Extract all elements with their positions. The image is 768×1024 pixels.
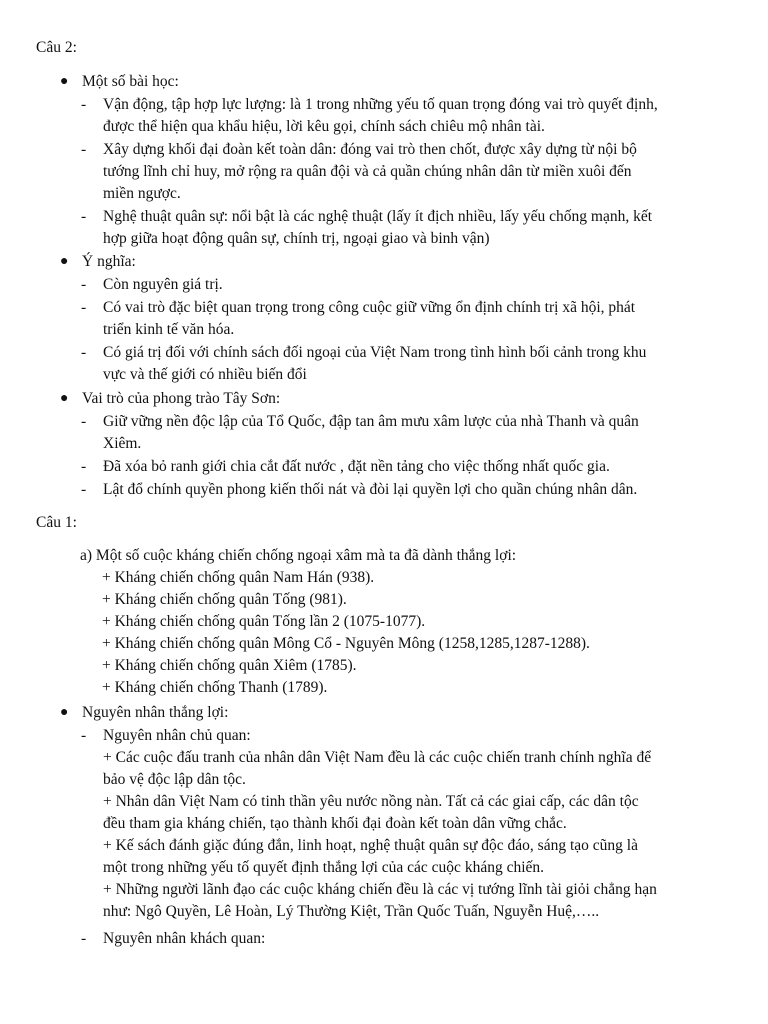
dash-marker: - (81, 458, 87, 475)
text-line: như: Ngô Quyền, Lê Hoàn, Lý Thường Kiệt, Trần Quốc Tuấn, Nguyễn Huệ,….. (103, 903, 600, 920)
khang-chien-item: + Kháng chiến chống Thanh (1789). (102, 679, 328, 696)
dash-marker: - (81, 344, 87, 361)
dash-marker: - (81, 96, 87, 113)
khach-quan-label: Nguyên nhân khách quan: (103, 930, 266, 947)
text-line: Nghệ thuật quân sự: nổi bật là các nghệ thuật (lấy ít địch nhiều, lấy yếu chống mạnh, kết (103, 208, 653, 225)
khang-chien-item: + Kháng chiến chống quân Tống lần 2 (1075-1077). (102, 613, 426, 630)
cau2-heading: Câu 2: (36, 39, 77, 56)
text-line: + Những người lãnh đạo các cuộc kháng chiến đều là các vị tướng lĩnh tài giỏi chẳng hạn (103, 881, 657, 898)
y-nghia-title: Ý nghĩa: (82, 253, 136, 270)
khang-chien-item: + Kháng chiến chống quân Mông Cổ - Nguyên Mông (1258,1285,1287-1288). (102, 635, 590, 652)
text-line: triển kinh tế văn hóa. (103, 321, 235, 338)
cau1-heading: Câu 1: (36, 514, 77, 531)
text-line: vực và thế giới có nhiều biến đổi (103, 366, 307, 383)
bullet-dot: ● (60, 705, 69, 720)
text-line: đều tham gia kháng chiến, tạo thành khối đại đoàn kết toàn dân vững chắc. (103, 815, 567, 832)
text-line: Vận động, tập hợp lực lượng: là 1 trong những yếu tố quan trọng đóng vai trò quyết định, (103, 96, 658, 113)
text-line: được thể hiện qua khẩu hiệu, lời kêu gọi, chính sách chiêu mộ nhân tài. (103, 118, 545, 135)
text-line: bảo vệ độc lập dân tộc. (103, 771, 246, 788)
dash-marker: - (81, 141, 87, 158)
dash-marker: - (81, 413, 87, 430)
text-line: Giữ vững nền độc lập của Tổ Quốc, đập tan âm mưu xâm lược của nhà Thanh và quân (103, 413, 639, 430)
text-line: + Nhân dân Việt Nam có tinh thần yêu nước nồng nàn. Tất cả các giai cấp, các dân tộc (103, 793, 639, 810)
bullet-dot: ● (60, 74, 69, 89)
text-line: tướng lĩnh chỉ huy, mở rộng ra quân đội và cả quần chúng nhân dân từ miền xuôi đến (103, 163, 632, 180)
bullet-dot: ● (60, 254, 69, 269)
khang-chien-item: + Kháng chiến chống quân Tống (981). (102, 591, 347, 608)
vai-tro-title: Vai trò của phong trào Tây Sơn: (82, 390, 281, 407)
dash-marker: - (81, 481, 87, 498)
text-line: một trong những yếu tố quyết định thắng lợi của các cuộc kháng chiến. (103, 859, 545, 876)
dash-marker: - (81, 930, 87, 947)
khang-chien-item: + Kháng chiến chống quân Xiêm (1785). (102, 657, 357, 674)
text-line: Còn nguyên giá trị. (103, 276, 223, 293)
text-line: miền ngược. (103, 185, 181, 202)
text-line: Có giá trị đối với chính sách đối ngoại của Việt Nam trong tình hình bối cảnh trong khu (103, 344, 647, 361)
khang-chien-item: + Kháng chiến chống quân Nam Hán (938). (102, 569, 375, 586)
text-line: hợp giữa hoạt động quân sự, chính trị, ngoại giao và binh vận) (103, 230, 490, 247)
dash-marker: - (81, 208, 87, 225)
dash-marker: - (81, 276, 87, 293)
text-line: Lật đổ chính quyền phong kiến thối nát và đòi lại quyền lợi cho quần chúng nhân dân. (103, 481, 638, 498)
text-line: Có vai trò đặc biệt quan trọng trong công cuộc giữ vững ổn định chính trị xã hội, phát (103, 299, 636, 316)
text-line: Xây dựng khối đại đoàn kết toàn dân: đóng vai trò then chốt, được xây dựng từ nội bộ (103, 141, 637, 158)
dash-marker: - (81, 727, 87, 744)
chu-quan-label: Nguyên nhân chủ quan: (103, 727, 251, 744)
text-line: Đã xóa bỏ ranh giới chia cắt đất nước , đặt nền tảng cho việc thống nhất quốc gia. (103, 458, 610, 475)
bullet-dot: ● (60, 391, 69, 406)
nguyen-nhan-title: Nguyên nhân thắng lợi: (82, 704, 229, 721)
dash-marker: - (81, 299, 87, 316)
cau1-sub-a: a) Một số cuộc kháng chiến chống ngoại xâm mà ta đã dành thắng lợi: (80, 547, 517, 564)
text-line: + Các cuộc đấu tranh của nhân dân Việt Nam đều là các cuộc chiến tranh chính nghĩa để (103, 749, 652, 766)
bai-hoc-title: Một số bài học: (82, 73, 179, 90)
text-line: + Kế sách đánh giặc đúng đắn, linh hoạt, nghệ thuật quân sự độc đáo, sáng tạo cũng là (103, 837, 638, 854)
text-line: Xiêm. (103, 435, 142, 452)
